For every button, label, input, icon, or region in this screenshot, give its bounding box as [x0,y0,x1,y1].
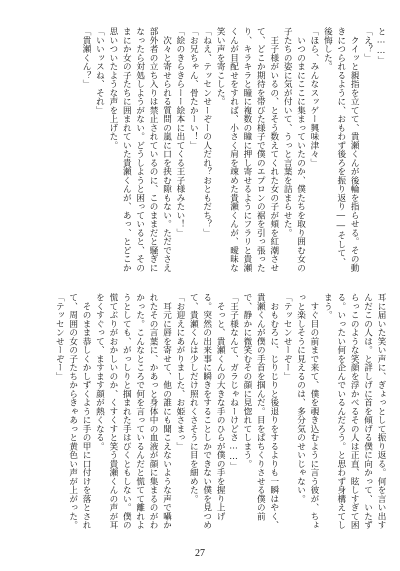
paragraph: まにか女の子たちに囲まれていた貴瀬くんが、あっ、とどこか思いついたような声を上げた。 [107,27,132,272]
paragraph: おもむろに、じりじりと後退りをするよりも一瞬はやく、貴瀬くんが僕の手首を掴んだ。目をぱちくりさせる僕の前で、静かに微笑むその顔に見惚れてしまう。 [241,293,279,530]
page-number: 27 [195,548,205,559]
paragraph: 「絵のきらきらーー絵本に出てくる王子様みたい！」 [174,27,185,237]
upper-text-column [9,27,387,273]
paragraph: 「テッセンせーぞー」 [282,293,293,381]
paragraph: そのまま恭しくかしずくように手の甲に口付けを落とされて、周囲の女の子たちからきゃあっと黄色い声が上がった。 [67,293,92,530]
paragraph: 「お兄ちゃん、骨たかーい！」 [188,27,199,150]
paragraph: 「王子様なんて、ガラじゃねーけどさ……」 [228,293,239,471]
paragraph: 「え？」 [362,27,373,62]
paragraph: クイッと親指を立てて、貴瀬くんが後輪を指らせる。その動きにつられるように、おもわず後ろを振り返り――そして、後悔した。 [322,27,360,272]
paragraph: 「ほら、みんなスッゲー興味津々」 [308,27,319,167]
paragraph: 「テッセンせーぞー」 [54,293,65,381]
paragraph: すぐ目の前まで来て、僕を覗き込むように言う彼が、ちょっと楽しそうに見えるのは、多分気のせいじゃない。 [295,293,319,530]
lower-text-column [9,293,387,533]
paragraph: と……」 [376,27,386,65]
paragraph: そっと、貴瀬くんの大きな手のひらが僕の手を握り上げる。突然の出来事に瞬きをすることしかできない僕を見つめて、貴瀬くんは少しだけ照れくさそうに目を細めた。 [188,293,226,530]
paragraph: 耳元に唇を寄せて、他の誰にも聞こえないような声で囁かれたその言葉に、かあっと身体中の血液が顔に集まるのがわかった。こんなところで何を言っているんだと慌てて離れようとしても、がっしりと掴まれた手はびくともしない。僕の慌てぶりがおかしいのか、くすくすと笑う貴瀬くんの声が耳をくすぐって、ますます顔が熱くなる。 [94,293,172,530]
paragraph: 「いいッスね、それ」 [94,27,105,115]
paragraph: 「ねえ、テッセンせーぞーの人だれ？おともだち？」 [201,27,212,237]
paragraph: 「貴瀬くん？」 [81,27,92,89]
paragraph: いつのまにここに集まっていたのか、僕たちを取り囲む女の子たちの姿に気が付いて、うっと言葉を詰まらせた。 [282,27,306,272]
paragraph: 王子様がいるの、とそう数えてくれた女の子が頬を紅潮させて、どこか期待を帯びた様子で僕のエプロンの裾を引っ張ったり、キラキラと瞳に複数の瞳に押し寄せるようにフラリと貴瀬くんが目配せをすれば、小さく肩を竦めた貴瀬くんが、曖昧な笑い声を寄こした。 [215,27,279,272]
paragraph: 耳に届いた笑い声に、ぎょっとして振り返る。何を言い出すんだこの人は。と詳しげに首を傾げる僕に向かって、いたずらっこのような笑顔を浮かべるその人は正直、眩しすぎて困る。いったい何を企んでいるんだろう。と思わず身構えてしまう。 [322,293,386,530]
paragraph: 「お迎えにあがりました、お姫さまっ」 [174,293,185,451]
paragraph: 次々と寄せられる質問の嵐に口を挟む隙もない。ただでさえ部外者の立ち入りは禁止されているのに、このままだと騒ぎになったら対処しようがない。どうしようと困っていると、その [134,27,172,272]
